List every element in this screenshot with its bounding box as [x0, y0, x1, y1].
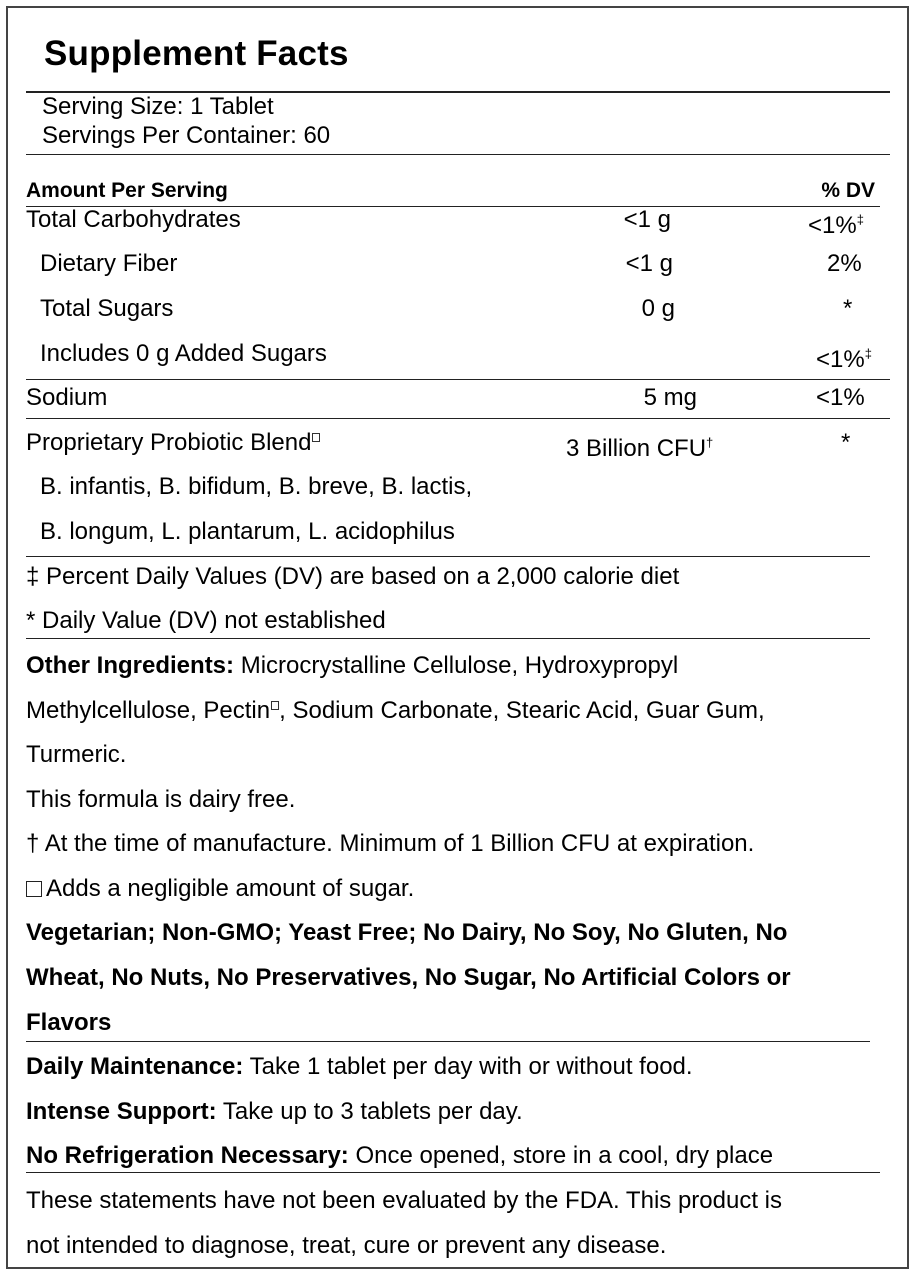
nutrient-amount: 5 mg: [643, 384, 697, 411]
claims-line: Wheat, No Nuts, No Preservatives, No Sugar, No Artificial Colors or: [26, 964, 791, 991]
direction-label: Daily Maintenance:: [26, 1053, 244, 1080]
double-dagger-mark: ‡: [864, 346, 872, 361]
divider: [26, 1041, 870, 1042]
divider: [26, 418, 890, 419]
nutrient-name: Dietary Fiber: [40, 250, 178, 277]
square-mark-icon: [26, 881, 42, 897]
double-dagger-mark: ‡: [856, 212, 864, 227]
blend-name: Proprietary Probiotic Blend: [26, 429, 312, 456]
nutrient-dv: *: [841, 429, 851, 456]
blend-strains-line: B. infantis, B. bifidum, B. breve, B. lactis,: [40, 473, 473, 500]
nutrient-amount: <1 g: [625, 250, 673, 277]
fda-disclaimer-line: These statements have not been evaluated by the FDA. This product is: [26, 1187, 782, 1214]
footnote-dv-basis: ‡ Percent Daily Values (DV) are based on a 2,000 calorie diet: [26, 563, 680, 590]
nutrient-dv: [816, 339, 872, 375]
nutrient-name: Total Carbohydrates: [26, 206, 241, 233]
divider: [26, 1172, 880, 1173]
blend-strains-line: B. longum, L. plantarum, L. acidophilus: [40, 518, 455, 545]
divider: [26, 154, 890, 155]
dv-value: <1%: [808, 212, 857, 239]
other-ingredients-text: Microcrystalline Cellulose, Hydroxypropyl: [234, 652, 679, 679]
nutrient-dv: *: [843, 295, 853, 322]
nutrient-name: Includes 0 g Added Sugars: [40, 340, 327, 367]
direction-intense-support: [26, 1097, 523, 1127]
divider: [26, 638, 870, 639]
blend-amount: 3 Billion CFU: [566, 435, 707, 462]
fda-disclaimer-line: not intended to diagnose, treat, cure or prevent any disease.: [26, 1232, 667, 1259]
servings-per-container: Servings Per Container: 60: [42, 122, 331, 149]
nutrient-dv: [808, 205, 864, 241]
other-ingredients-text: Methylcellulose, Pectin: [26, 697, 271, 724]
other-ingredients-line: [26, 696, 765, 726]
direction-no-refrigeration: [26, 1141, 773, 1171]
dv-heading: % DV: [821, 179, 875, 202]
serving-size: Serving Size: 1 Tablet: [42, 93, 274, 120]
other-ingredients-label: Other Ingredients:: [26, 652, 235, 679]
direction-label: Intense Support:: [26, 1098, 217, 1125]
other-ingredients-line: Turmeric.: [26, 741, 127, 768]
manufacture-note: † At the time of manufacture. Minimum of 1 Billion CFU at expiration.: [26, 830, 755, 857]
nutrient-amount: [566, 428, 713, 464]
other-ingredients-line: [26, 651, 678, 681]
nutrient-amount: <1 g: [623, 206, 671, 233]
nutrient-name: Sodium: [26, 384, 108, 411]
sugar-note: [26, 874, 414, 904]
nutrient-dv: 2%: [827, 250, 862, 277]
dagger-mark: †: [706, 435, 714, 450]
nutrient-amount: 0 g: [641, 295, 675, 322]
direction-text: Once opened, store in a cool, dry place: [348, 1142, 774, 1169]
claims-line: Flavors: [26, 1009, 112, 1036]
label-title: Supplement Facts: [44, 34, 349, 73]
direction-text: Take up to 3 tablets per day.: [216, 1098, 523, 1125]
direction-text: Take 1 tablet per day with or without food.: [243, 1053, 693, 1080]
direction-label: No Refrigeration Necessary:: [26, 1142, 349, 1169]
square-mark-icon: [271, 701, 279, 710]
sugar-note-text: Adds a negligible amount of sugar.: [46, 875, 415, 902]
direction-daily-maintenance: [26, 1052, 693, 1082]
nutrient-name: Total Sugars: [40, 295, 174, 322]
amount-per-serving-heading: Amount Per Serving: [26, 179, 228, 202]
claims-line: Vegetarian; Non-GMO; Yeast Free; No Dairy, No Soy, No Gluten, No: [26, 919, 788, 946]
nutrient-name: [26, 428, 320, 458]
divider: [26, 379, 890, 380]
square-mark-icon: [312, 433, 320, 442]
dairy-free-note: This formula is dairy free.: [26, 786, 296, 813]
divider: [26, 556, 870, 557]
footnote-dv-not-established: * Daily Value (DV) not established: [26, 607, 386, 634]
other-ingredients-text: , Sodium Carbonate, Stearic Acid, Guar Gum,: [279, 697, 765, 724]
dv-value: <1%: [816, 346, 865, 373]
nutrient-dv: <1%: [816, 384, 865, 411]
